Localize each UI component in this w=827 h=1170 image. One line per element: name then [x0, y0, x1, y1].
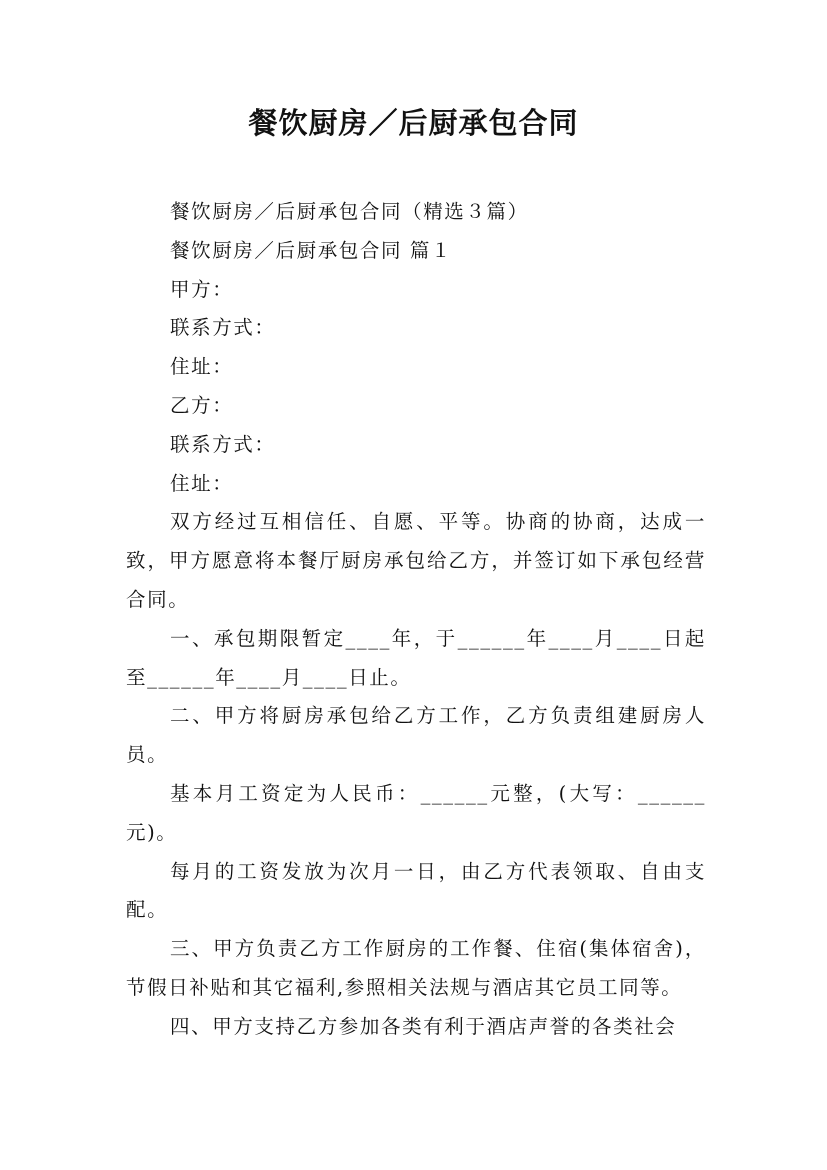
base-salary-paragraph: 基本月工资定为人民币：______元整，(大写：______元)。 [126, 781, 706, 844]
party-a-contact-label: 联系方式： [170, 316, 276, 340]
clause-4-activities: 四、甲方支持乙方参加各类有利于酒店声誉的各类社会 [170, 1014, 677, 1038]
preamble-paragraph: 双方经过互相信任、自愿、平等。协商的协商，达成一致，甲方愿意将本餐厅厨房承包给乙方，并签订如下承包经营合同。 [126, 510, 706, 611]
document-body [126, 193, 706, 1047]
section-heading: 餐饮厨房／后厨承包合同 篇１ [170, 238, 453, 262]
party-a-label: 甲方： [170, 277, 234, 301]
party-b-label: 乙方： [170, 393, 234, 417]
document-title: 餐饮厨房／后厨承包合同 [248, 106, 579, 140]
party-b-address-label: 住址： [170, 471, 234, 495]
clause-1-term: 一、承包期限暂定____年，于______年____月____日起至______年____月____日止。 [126, 626, 706, 689]
party-a-address-label: 住址： [170, 355, 234, 379]
clause-2-staffing: 二、甲方将厨房承包给乙方工作，乙方负责组建厨房人员。 [126, 704, 706, 767]
salary-payment-paragraph: 每月的工资发放为次月一日，由乙方代表领取、自由支配。 [126, 859, 706, 922]
party-b-contact-label: 联系方式： [170, 432, 276, 456]
subtitle-selected-count: 餐饮厨房／后厨承包合同（精选３篇） [170, 200, 529, 223]
clause-3-benefits: 三、甲方负责乙方工作厨房的工作餐、住宿(集体宿舍)，节假日补贴和其它福利,参照相关法规与酒店其它员工同等。 [126, 937, 706, 999]
